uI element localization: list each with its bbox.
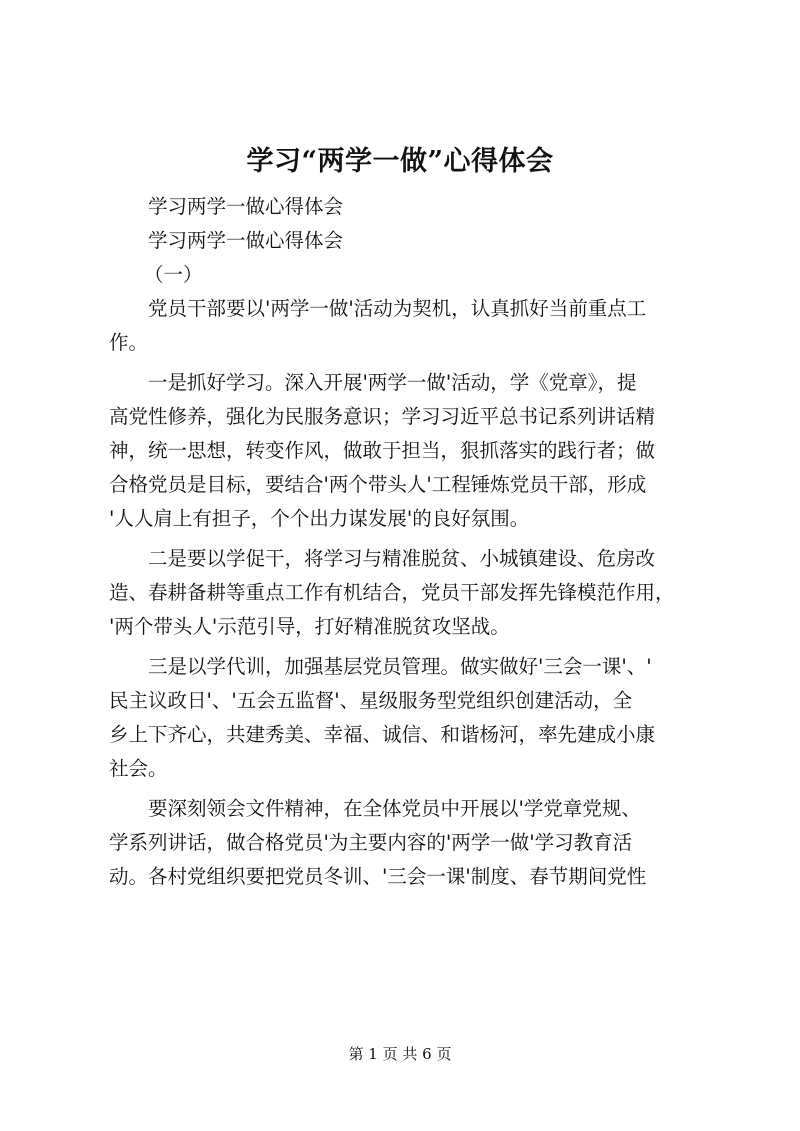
subtitle-line-2: 学习两学一做心得体会 [148,229,344,252]
paragraph-line: 民主议政日'、'五会五监督'、星级服务型党组织创建活动，全 [109,689,633,712]
paragraph-line: 二是要以学促干，将学习与精准脱贫、小城镇建设、危房改 [148,547,656,570]
section-number: （一） [144,263,203,286]
document-title: 学习“两学一做”心得体会 [246,146,554,177]
paragraph-line: 乡上下齐心，共建秀美、幸福、诚信、和谐杨河，率先建成小康 [109,723,656,746]
paragraph-line: 三是以学代训，加强基层党员管理。做实做好'三会一课'、' [148,655,652,678]
paragraph-line: 党员干部要以'两学一做'活动为契机，认真抓好当前重点工 [148,297,647,320]
paragraph-line: 要深刻领会文件精神，在全体党员中开展以'学党章党规、 [148,797,641,820]
paragraph-line: 动。各村党组织要把党员冬训、'三会一课'制度、春节期间党性 [109,865,647,888]
paragraph-line: 作。 [109,331,149,354]
paragraph-line: 高党性修养，强化为民服务意识；学习习近平总书记系列讲话精 [109,405,656,428]
paragraph-line: 社会。 [109,757,168,780]
paragraph-line: '两个带头人'示范引导，打好精准脱贫攻坚战。 [109,615,510,638]
paragraph-line: 造、春耕备耕等重点工作有机结合，党员干部发挥先锋模范作用， [109,581,675,604]
paragraph-line: 合格党员是目标，要结合'两个带头人'工程锤炼党员干部，形成 [109,473,647,496]
paragraph-5 [109,792,711,894]
paragraph-line: 学系列讲话，做合格党员'为主要内容的'两学一做'学习教育活 [109,831,633,854]
paragraph-line: 神，统一思想，转变作风，做敢于担当，狠抓落实的践行者；做 [109,439,656,462]
paragraph-4 [109,650,711,786]
paragraph-3 [109,542,711,644]
paragraph-2 [109,366,711,536]
paragraph-line: '人人肩上有担子，个个出力谋发展'的良好氛围。 [109,507,530,530]
page-number-footer: 第 1 页 共 6 页 [348,1045,452,1063]
subtitle-line-1: 学习两学一做心得体会 [148,195,344,218]
document-body [109,190,711,900]
paragraph-1 [109,292,711,360]
paragraph-line: 一是抓好学习。深入开展'两学一做'活动，学《党章》，提 [148,371,637,394]
